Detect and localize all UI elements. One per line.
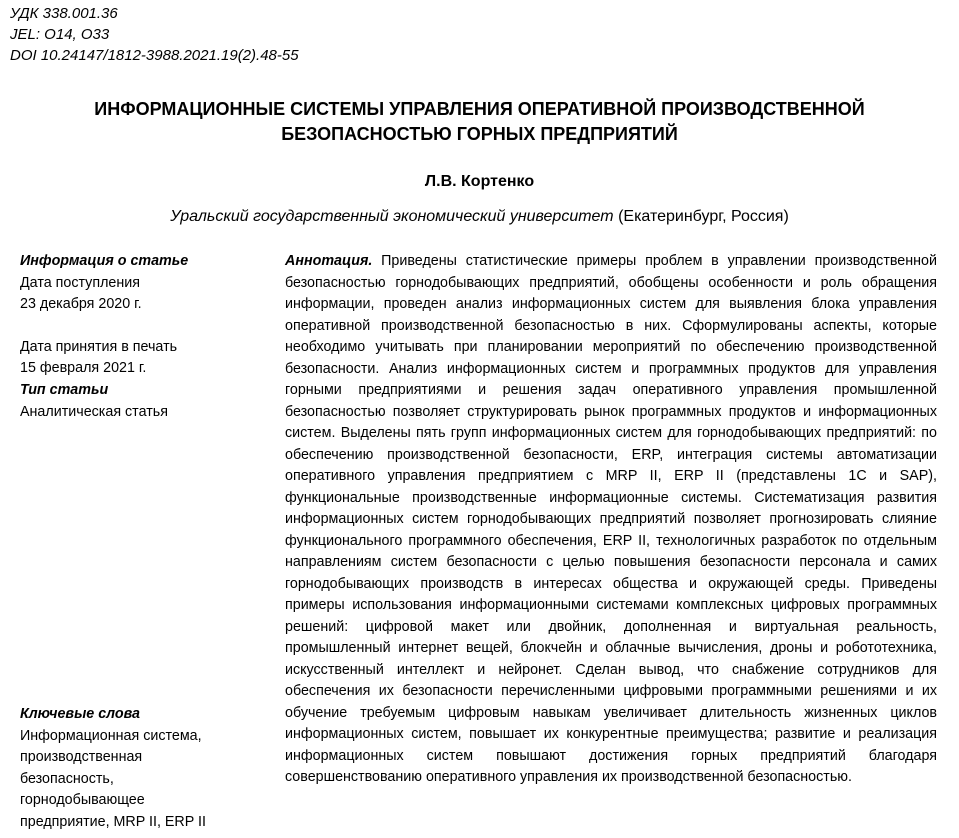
- doi[interactable]: DOI 10.24147/1812-3988.2021.19(2).48-55: [10, 47, 299, 64]
- article-title: ИНФОРМАЦИОННЫЕ СИСТЕМЫ УПРАВЛЕНИЯ ОПЕРАТИВНОЙ ПРОИЗВОДСТВЕННОЙ БЕЗОПАСНОСТЬЮ ГОРНЫХ ПРЕДПРИЯТИЙ: [94, 99, 865, 144]
- article-type-heading: Тип статьи: [20, 382, 109, 398]
- accepted-date: 15 февраля 2021 г.: [20, 360, 147, 376]
- article-type-block: [20, 380, 260, 423]
- author-name: Л.В. Кортенко: [424, 173, 535, 190]
- keywords-block: [20, 704, 260, 833]
- received-label: Дата поступления: [20, 274, 140, 291]
- keywords-heading: Ключевые слова: [20, 706, 140, 722]
- udk-code: УДК 338.001.36: [10, 5, 118, 22]
- jel-code: JEL: O14, O33: [10, 26, 110, 43]
- article-metadata: [10, 3, 299, 66]
- keywords-list: Информационная система, производственная безопасность, горнодобывающее предприятие, MRP II, ERP II: [20, 727, 206, 830]
- affiliation-location: (Екатеринбург, Россия): [618, 208, 789, 225]
- article-info-heading: Информация о статье: [20, 253, 189, 269]
- abstract-label: Аннотация.: [285, 253, 373, 269]
- affiliation: [0, 208, 959, 226]
- received-date: 23 декабря 2020 г.: [20, 296, 142, 312]
- abstract: [285, 251, 937, 789]
- article-info-block: [20, 251, 260, 380]
- accepted-label: Дата принятия в печать: [20, 338, 178, 355]
- affiliation-university: Уральский государственный экономический университет: [170, 208, 614, 225]
- article-type-value: Аналитическая статья: [20, 403, 168, 420]
- abstract-text: Приведены статистические примеры проблем в управлении производственной безопасностью горнодобывающих предприятий, обобщены особенности и роль обращения информации, проведен анализ информационных систем для выявления блока управления оперативной производственной безопасностью в них. Сформулированы аспекты, которые необходимо учитывать при планировании мероприятий по обеспечению производственной безопасности. Анализ информационных систем и программных продуктов для управления горными предприятиями и решения задач оперативного управления промышленной безопасностью позволяет структурировать рынок программных продуктов и информационных систем. Выделены пять групп информационных систем для горнодобывающих предприятий: по обеспечению производственной безопасности, ERP, интеграция системы автоматизации оперативного управления предприятием с MRP II, ERP II (представлены 1С и SAP), функциональные производственные информационные системы. Систематизация развития информационных систем горнодобывающих предприятий позволяет прогнозировать слияние функционального программного обеспечения, ERP II, технологичных разработок по отдельным направлениям систем безопасности с целью повышения безопасности персонала и самих горнодобывающих производств в интересах общества и окружающей среды. Приведены примеры использования информационными системами комплексных цифровых программных решений: цифровой макет или двойник, дополненная и виртуальная реальность, промышленный интернет вещей, блокчейн и облачные вычисления, дроны и робототехника, искусственный интеллект и нейронет. Сделан вывод, что снабжение сотрудников для обеспечения их безопасности перечисленными цифровыми программными решениями и их обучение требуемым цифровым навыкам увеличивает длительность жизненных циклов информационных систем, повышает их конкурентные преимущества; развитие и реализация информационных систем повышают достижения горных предприятий благодаря совершенствованию оперативного управления их производственной безопасностью.: [285, 253, 937, 785]
- spacer: [20, 316, 260, 337]
